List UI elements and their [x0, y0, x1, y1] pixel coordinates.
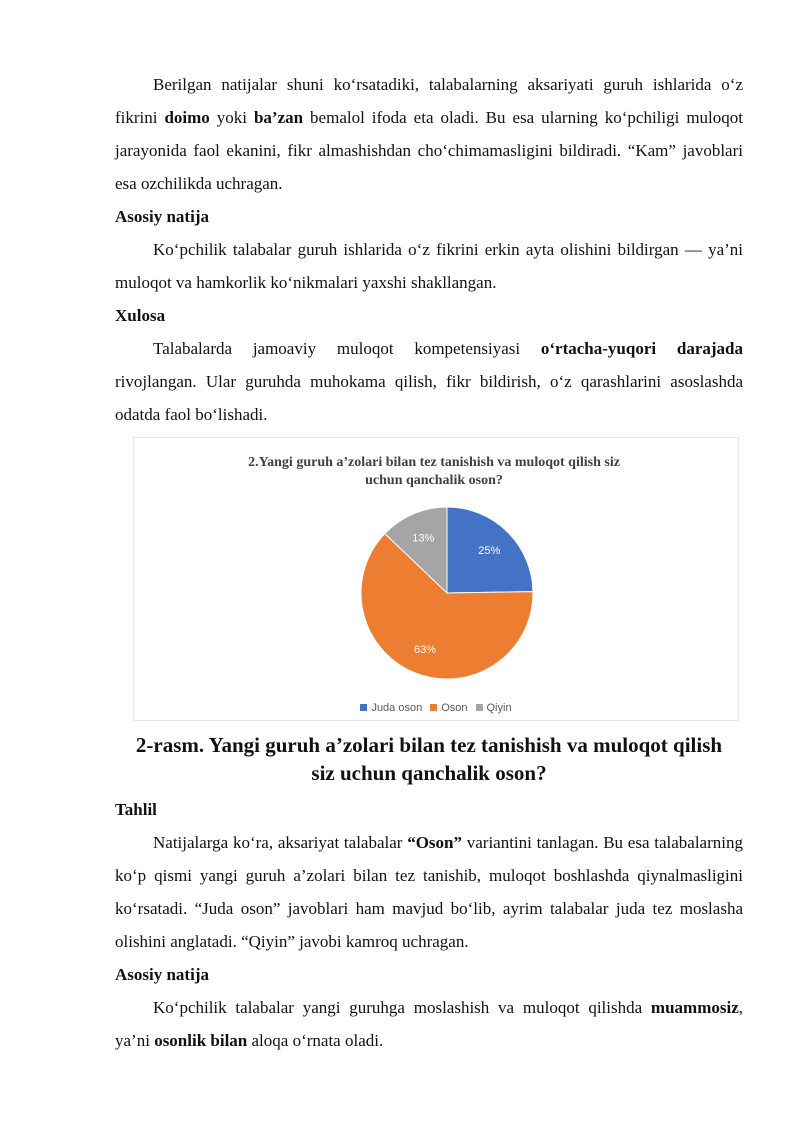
chart-legend: [134, 702, 738, 714]
legend-label: Oson: [441, 702, 468, 714]
legend-label: Qiyin: [486, 702, 512, 714]
data-label: 13%: [412, 532, 435, 545]
pie-chart: [133, 437, 739, 721]
pie-chart-svg: [134, 438, 738, 720]
text-run: bemalol ifoda eta oladi. Bu esa ularning ko‘pchiligi muloqot jarayonida faol ekanini, fikr almashishdan cho‘chimamasligini bildiradi. “Kam” javoblari esa ozchilikda uchragan.: [115, 108, 743, 193]
figure-caption: [115, 731, 743, 787]
text-run: aloqa o‘rnata oladi.: [247, 1031, 384, 1050]
paragraph-results: [115, 68, 743, 200]
data-label: 25%: [478, 545, 501, 558]
text-run: Natijalarga ko‘ra, aksariyat talabalar: [153, 833, 408, 852]
text-run: variantini tanlagan. Bu esa talabalarning ko‘p qismi yangi guruh a’zolari bilan tez tanishib, muloqot boshlashda qiynalmasligini ko‘rsatadi. “Juda oson” javoblari ham mavjud bo‘lib, ayrim talabalar juda tez moslasha olishini anglatadi. “Qiyin” javobi kamroq uchragan.: [115, 833, 743, 951]
legend-swatch: [476, 704, 483, 711]
chart-title-line1: 2.Yangi guruh a’zolari bilan tez tanishish va muloqot qilish siz: [248, 455, 620, 470]
text-run: , ya’ni: [115, 998, 743, 1050]
bold-term-muammosiz: muammosiz: [650, 998, 739, 1017]
heading-tahlil: Tahlil: [115, 800, 157, 819]
legend-item: [430, 702, 467, 714]
document-content: [115, 68, 743, 1057]
legend-label: Juda oson: [371, 702, 423, 714]
paragraph-conclusion: [115, 332, 743, 431]
bold-term-oson: “Oson”: [407, 833, 462, 852]
legend-item: [476, 702, 512, 714]
caption-line2: siz uchun qanchalik oson?: [311, 761, 547, 785]
legend-swatch: [430, 704, 437, 711]
bold-term-osonlik: osonlik bilan: [154, 1031, 248, 1050]
text-run: Talabalarda jamoaviy muloqot kompetensiyasi: [153, 339, 541, 358]
bold-term-bazan: ba’zan: [253, 108, 304, 127]
legend-item: [360, 702, 422, 714]
heading-asosiy-natija: Asosiy natija: [115, 207, 209, 226]
heading-asosiy-natija-2: Asosiy natija: [115, 965, 209, 984]
heading-xulosa: Xulosa: [115, 306, 166, 325]
paragraph-main-result-2: [115, 991, 743, 1057]
paragraph-main-result: Ko‘pchilik talabalar guruh ishlarida o‘z fikrini erkin ayta olishini bildirgan — ya’ni muloqot va hamkorlik ko‘nikmalari yaxshi shakllangan.: [115, 240, 743, 292]
text-run: yoki: [209, 108, 254, 127]
chart-title-line2: uchun qanchalik oson?: [365, 473, 503, 488]
bold-term-doimo: doimo: [164, 108, 210, 127]
bold-term-level: o‘rtacha-yuqori darajada: [540, 339, 743, 358]
legend-swatch: [360, 704, 367, 711]
text-run: rivojlangan. Ular guruhda muhokama qilish, fikr bildirish, o‘z qarashlarini asoslashda odatda faol bo‘lishadi.: [115, 372, 743, 424]
text-run: Berilgan natijalar shuni ko‘rsatadiki, talabalarning aksariyati guruh ishlarida o‘z fikrini: [115, 75, 743, 127]
caption-line1: 2-rasm. Yangi guruh a’zolari bilan tez tanishish va muloqot qilish: [135, 733, 723, 757]
text-run: Ko‘pchilik talabalar yangi guruhga moslashish va muloqot qilishda: [153, 998, 651, 1017]
paragraph-analysis: [115, 826, 743, 958]
data-label: 63%: [414, 644, 437, 657]
